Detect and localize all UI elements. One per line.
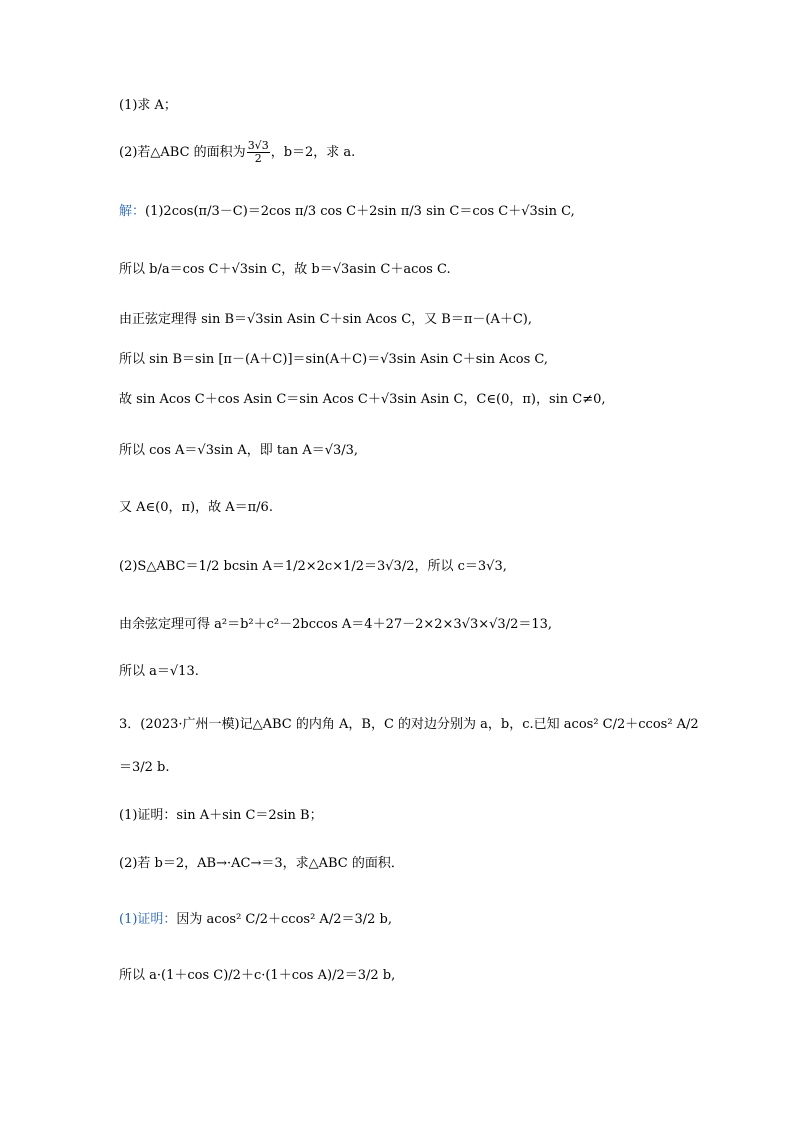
solution-line-1 [119, 202, 575, 222]
solution-line-1-text: (1)2cos(π/3－C)＝2cos π/3 cos C＋2sin π/3 sin C＝cos C＋√3sin C, [145, 204, 575, 219]
q3-line-1: 3．(2023·广州一模)记△ABC 的内角 A，B，C 的对边分别为 a，b，c.已知 acos² C/2＋ccos² A/2 [119, 717, 699, 732]
solution-line-7: 又 A∈(0，π)，故 A＝π/6. [119, 500, 273, 515]
q2-part1: (1)求 A； [119, 98, 177, 113]
proof-line-1-text: 因为 acos² C/2＋ccos² A/2＝3/2 b, [176, 912, 392, 927]
q3-part1: (1)证明：sin A＋sin C＝2sin B； [119, 808, 323, 823]
q3-part2: (2)若 b＝2，AB→·AC→＝3，求△ABC 的面积． [119, 856, 404, 871]
q3-line-2: ＝3/2 b. [119, 760, 170, 775]
solution-line-8: (2)S△ABC＝1/2 bcsin A＝1/2×2c×1/2＝3√3/2，所以 c＝3√3, [119, 559, 507, 574]
solution-line-2: 所以 b/a＝cos C＋√3sin C，故 b＝√3asin C＋acos C. [119, 262, 451, 277]
solution-label: 解： [119, 204, 146, 219]
solution-line-5: 故 sin Acos C＋cos Asin C＝sin Acos C＋√3sin Asin C，C∈(0，π)，sin C≠0, [119, 392, 606, 407]
solution-line-9: 由余弦定理可得 a²＝b²＋c²－2bccos A＝4＋27－2×2×3√3×√3/2＝13, [119, 617, 553, 632]
proof-line-1 [119, 910, 392, 930]
proof-line-2: 所以 a·(1＋cos C)/2＋c·(1＋cos A)/2＝3/2 b, [119, 968, 396, 983]
proof-label: (1)证明： [119, 912, 177, 927]
q2-part2-pre: (2)若△ABC 的面积为 [119, 145, 246, 160]
area-fraction-num: 3√3 [247, 139, 269, 152]
q2-part2 [119, 140, 355, 165]
solution-line-4: 所以 sin B＝sin [π－(A＋C)]＝sin(A＋C)＝√3sin Asin C＋sin Acos C, [119, 352, 549, 367]
q2-part2-post: ，b＝2，求 a. [270, 145, 356, 160]
solution-line-3: 由正弦定理得 sin B＝√3sin Asin C＋sin Acos C，又 B＝π－(A＋C), [119, 312, 532, 327]
solution-line-10: 所以 a＝√13. [119, 664, 199, 679]
area-fraction-den: 2 [254, 152, 262, 165]
area-fraction [247, 140, 270, 165]
solution-line-6: 所以 cos A＝√3sin A，即 tan A＝√3/3, [119, 443, 359, 458]
